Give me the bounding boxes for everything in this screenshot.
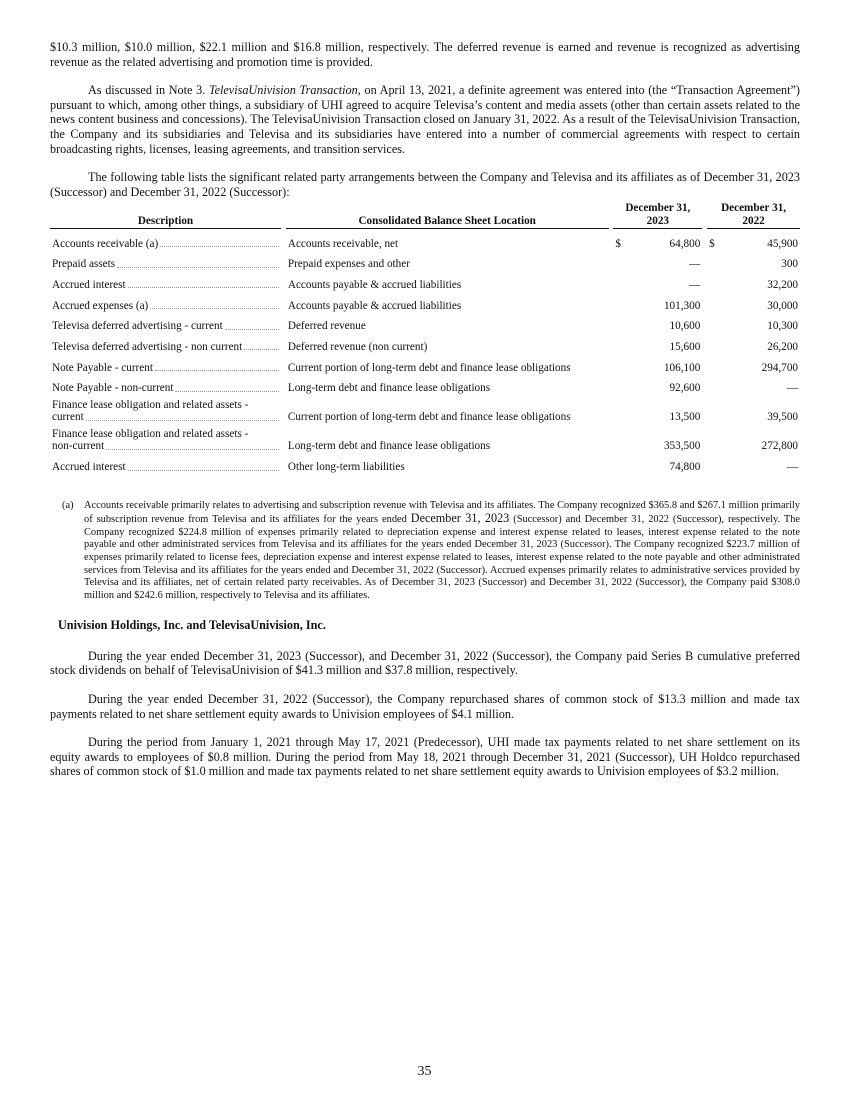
row-dollar-2023 <box>613 271 629 292</box>
row-dollar-2023 <box>613 291 629 312</box>
row-location: Deferred revenue (non current) <box>287 340 428 353</box>
table-row <box>50 333 800 354</box>
row-dollar-2022 <box>707 424 723 453</box>
table-row <box>50 395 800 424</box>
footnote-body <box>84 500 800 603</box>
row-dollar-2022 <box>707 333 723 354</box>
table-row <box>50 291 800 312</box>
note3-text-post: , on April 13, 2021, a definite agreement was entered into (the “Transaction Agreement”) pursuant to which, among other things, a subsidiary of UHI agreed to acquire Televisa’s content and media assets (other than certain assets related to the news content business and concessions). The TelevisaUnivision Transaction closed on January 31, 2022. As a result of the TelevisaUnivision Transaction, the Company and its subsidiaries and Televisa and its subsidiaries have entered into a number of commercial agreements with respect to certain broadcasting rights, licenses, leasing agreements, and transition services. <box>50 83 800 156</box>
row-value-2022: 39,500 <box>767 411 798 424</box>
row-value-2023: — <box>689 278 701 291</box>
footnote-marker: (a) <box>62 499 74 511</box>
row-value-2023: 13,500 <box>669 411 701 424</box>
row-dollar-2022 <box>707 374 723 395</box>
row-location: Accounts receivable, net <box>287 237 399 250</box>
header-2022-line1: December 31, <box>721 202 787 215</box>
header-2023-line2: 2023 <box>646 214 670 227</box>
row-description: Prepaid assets <box>52 258 116 271</box>
row-dollar-2022 <box>707 250 723 271</box>
paragraph-table-intro: The following table lists the significant related party arrangements between the Company and Televisa and its affiliates as of December 31, 2023 (Successor) and December 31, 2022 (Successor): <box>50 170 800 199</box>
row-dollar-2022 <box>707 395 723 424</box>
row-description: Accrued interest <box>52 461 126 474</box>
row-dollar-2022 <box>707 291 723 312</box>
row-description-line1: Finance lease obligation and related assets - <box>52 427 249 440</box>
row-value-2023: 64,800 <box>669 237 701 250</box>
row-description: Note Payable - non-current <box>52 382 174 395</box>
row-location: Accounts payable & accrued liabilities <box>287 278 462 291</box>
row-value-2022: 10,300 <box>767 320 798 333</box>
row-location: Current portion of long-term debt and finance lease obligations <box>287 361 571 374</box>
row-location: Other long-term liabilities <box>287 461 405 474</box>
row-location: Deferred revenue <box>287 320 366 333</box>
table-row <box>50 353 800 374</box>
row-value-2022: 45,900 <box>767 237 798 250</box>
row-description: Accrued interest <box>52 278 126 291</box>
paragraph-period: During the period from January 1, 2021 through May 17, 2021 (Predecessor), UHI made tax payments related to net share settlement on its equity awards to employees of $0.8 million. During the period from May 18, 2021 through December 31, 2021 (Successor), UH Holdco repurchased shares of common stock of $1.0 million and made tax payments related to net share settlement equity awards to Univision employees of $3.2 million. <box>50 735 800 779</box>
header-location: Consolidated Balance Sheet Location <box>286 202 609 229</box>
row-description-line2: non-current <box>52 440 105 453</box>
row-value-2023: 74,800 <box>669 461 701 474</box>
header-description: Description <box>50 202 281 229</box>
row-value-2023: 106,100 <box>663 361 701 374</box>
table-row <box>50 229 800 250</box>
row-value-2023: 353,500 <box>663 440 701 453</box>
row-description: Note Payable - current <box>52 361 153 374</box>
document-page <box>50 40 800 779</box>
section-heading: Univision Holdings, Inc. and TelevisaUnivision, Inc. <box>58 618 326 633</box>
row-location: Long-term debt and finance lease obligations <box>287 382 491 395</box>
table-row <box>50 453 800 474</box>
row-dollar-2022 <box>707 271 723 292</box>
header-2023 <box>613 202 702 229</box>
footnote-a <box>62 500 800 603</box>
row-location: Prepaid expenses and other <box>287 258 410 271</box>
row-description: Accrued expenses (a) <box>52 299 149 312</box>
table-header-row <box>50 202 800 229</box>
row-value-2023: 10,600 <box>669 320 701 333</box>
row-description: Accounts receivable (a) <box>52 237 159 250</box>
row-description: Televisa deferred advertising - non current <box>52 340 243 353</box>
row-dollar-2023 <box>613 395 629 424</box>
row-value-2022: 300 <box>781 258 798 271</box>
row-dollar-2022 <box>707 312 723 333</box>
row-description-line1: Finance lease obligation and related assets - <box>52 398 249 411</box>
note3-italic-title: TelevisaUnivision Transaction <box>208 83 358 98</box>
table-row <box>50 312 800 333</box>
row-value-2022: 30,000 <box>767 299 798 312</box>
footnote-text-part1: Accounts receivable primarily relates to advertising and subscription revenue with Televisa and its affiliates. The Company recognized $365.8 and $267.1 million primarily of subscription revenue from Televisa and its affiliates for the years ended <box>84 499 800 526</box>
header-2022-line2: 2022 <box>742 214 765 227</box>
row-dollar-2022 <box>707 353 723 374</box>
row-dollar-2023 <box>613 453 629 474</box>
row-value-2023: — <box>689 258 701 271</box>
row-value-2023: 15,600 <box>669 340 701 353</box>
row-description-line2: current <box>52 411 84 424</box>
related-party-table <box>50 202 800 473</box>
row-dollar-2023 <box>613 424 629 453</box>
paragraph-note-3 <box>50 83 800 156</box>
row-dollar-2023 <box>613 250 629 271</box>
row-location: Long-term debt and finance lease obligations <box>287 440 491 453</box>
row-value-2023: 92,600 <box>669 382 701 395</box>
table-row <box>50 271 800 292</box>
row-value-2022: 272,800 <box>761 440 798 453</box>
header-2022 <box>707 202 800 229</box>
paragraph-dividends: During the year ended December 31, 2023 (Successor), and December 31, 2022 (Successor), the Company paid Series B cumulative preferred stock dividends on behalf of TelevisaUnivision of $41.3 million and $37.8 million, respectively. <box>50 648 800 678</box>
row-dollar-2023 <box>613 333 629 354</box>
row-dollar-2023 <box>613 374 629 395</box>
table-row <box>50 374 800 395</box>
page-number: 35 <box>417 1064 432 1079</box>
row-value-2022: 32,200 <box>767 278 798 291</box>
row-dollar-2023 <box>613 353 629 374</box>
row-location: Accounts payable & accrued liabilities <box>287 299 462 312</box>
note3-text-pre: As discussed in Note 3. <box>88 83 209 98</box>
row-value-2022: — <box>786 382 798 395</box>
row-value-2022: — <box>786 461 798 474</box>
row-value-2023: 101,300 <box>663 299 701 312</box>
row-dollar-2022: $ <box>709 237 715 250</box>
row-dollar-2023 <box>613 312 629 333</box>
paragraph-deferred-revenue: $10.3 million, $10.0 million, $22.1 million and $16.8 million, respectively. The deferred revenue is earned and revenue is recognized as advertising revenue as the related advertising and promotion time is provided. <box>50 40 800 69</box>
header-2023-line1: December 31, <box>625 202 691 215</box>
row-value-2022: 294,700 <box>761 361 798 374</box>
table-row <box>50 424 800 453</box>
footnote-text-part2: (Successor) and December 31, 2022 (Successor), respectively. The Company recognized $224.8 million of expenses primarily related to depreciation expense and interest expense related to leases, interest expense related to the note payable and other administrated services from Televisa and its affiliates for the years ended December 31, 2023 (Successor). The Company recognized $223.7 million of expenses primarily related to license fees, depreciation expense and interest expense related to leases, interest expense related to the note payable and other administrated services from Televisa and its affiliates for the years ended and December 31, 2022 (Successor). Accrued expenses primarily relates to administrative services provided by Televisa and its affiliates, net of certain related party receivables. As of December 31, 2023 (Successor) and December 31, 2022 (Successor), the Company paid $308.0 million and $242.6 million, respectively to Televisa and its affiliates. <box>84 514 800 601</box>
paragraph-repurchase: During the year ended December 31, 2022 (Successor), the Company repurchased shares of common stock of $13.3 million and made tax payments related to net share settlement equity awards to Univision employees of $4.1 million. <box>50 692 800 721</box>
footnote-date-emphasis: December 31, 2023 <box>410 511 510 526</box>
row-dollar-2023: $ <box>615 237 621 250</box>
row-dollar-2022 <box>707 453 723 474</box>
row-location: Current portion of long-term debt and finance lease obligations <box>287 411 571 424</box>
row-value-2022: 26,200 <box>767 340 798 353</box>
table-row <box>50 250 800 271</box>
row-description: Televisa deferred advertising - current <box>52 320 223 333</box>
